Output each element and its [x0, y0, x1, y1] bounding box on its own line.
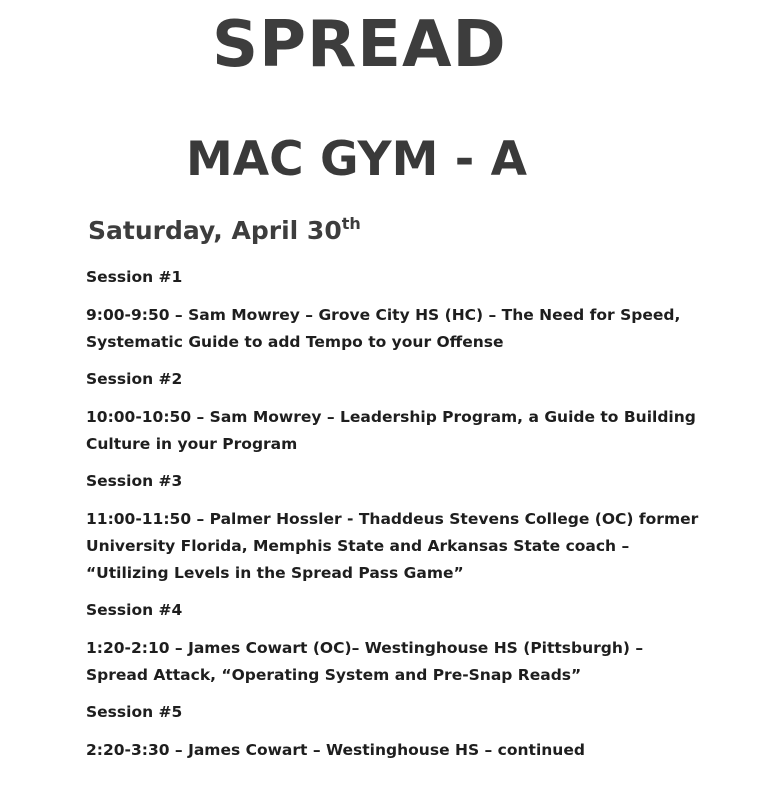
- session-item: [86, 701, 736, 764]
- session-detail: 9:00-9:50 – Sam Mowrey – Grove City HS (HC) – The Need for Speed, Systematic Guide to add Tempo to your Offense: [86, 306, 681, 351]
- session-label: Session #3: [86, 472, 183, 490]
- session-item: [86, 470, 736, 587]
- date-heading: [88, 214, 361, 245]
- session-label: Session #2: [86, 370, 183, 388]
- session-item: [86, 368, 736, 458]
- session-detail: 1:20-2:10 – James Cowart (OC)– Westinghouse HS (Pittsburgh) – Spread Attack, “Operating System and Pre-Snap Reads”: [86, 639, 644, 684]
- session-detail: 10:00-10:50 – Sam Mowrey – Leadership Program, a Guide to Building Culture in your Program: [86, 408, 696, 453]
- session-list: [86, 266, 736, 776]
- date-ordinal-suffix: th: [341, 214, 361, 233]
- venue-heading: MAC GYM - A: [186, 132, 527, 187]
- session-item: [86, 266, 736, 356]
- session-label: Session #5: [86, 703, 183, 721]
- page-title: SPREAD: [212, 8, 507, 82]
- session-detail: 2:20-3:30 – James Cowart – Westinghouse HS – continued: [86, 741, 585, 759]
- session-detail: 11:00-11:50 – Palmer Hossler - Thaddeus Stevens College (OC) former University Florida, Memphis State and Arkansas State coach – “Utilizing Levels in the Spread Pass Game”: [86, 510, 699, 582]
- session-label: Session #4: [86, 601, 183, 619]
- session-item: [86, 599, 736, 689]
- session-label: Session #1: [86, 268, 183, 286]
- date-text: Saturday, April 30: [88, 216, 342, 245]
